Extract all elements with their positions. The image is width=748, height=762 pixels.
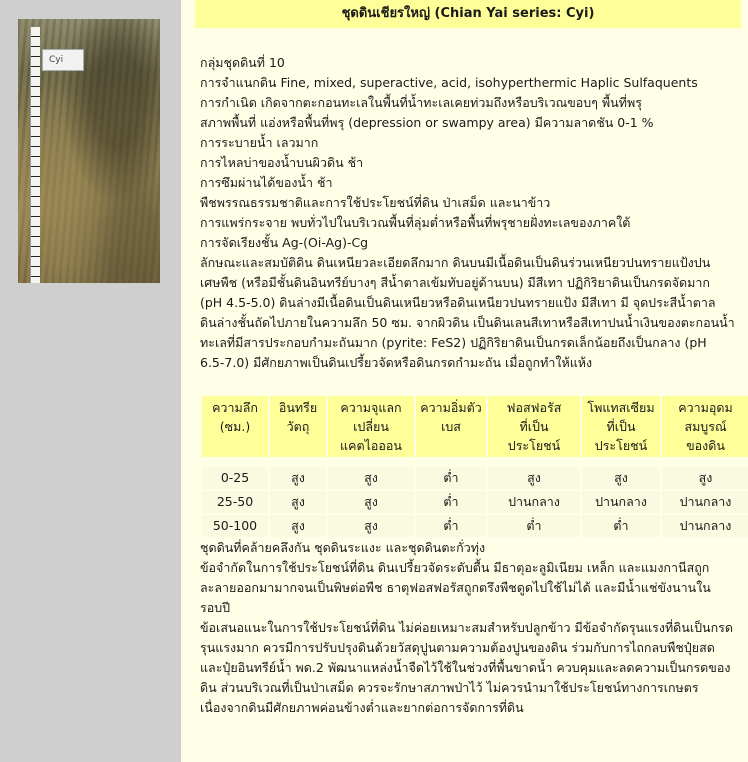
header-line: โพแทสเซียม <box>587 400 655 415</box>
header-line: อินทรีย <box>278 400 318 415</box>
text-line: ละลายออกมามากจนเป็นพิษต่อพืช ธาตุฟอสฟอรัสถูกตรึงพืชดูดไปใช้ไม่ได้ และมีน้ำแช่ขังนานใน <box>200 580 711 595</box>
text-line: และปุ๋ยอินทรีย์น้ำ พด.2 พัฒนาแหล่งน้ำจืดไว้ใช้ในช่วงที่พื้นขาดน้ำ ควบคุมและลดความเป็นกรดของ <box>200 660 731 675</box>
table-cell: ปานกลาง <box>582 491 660 513</box>
header-line: ความลึก <box>212 400 258 415</box>
table-header-cell <box>582 396 660 457</box>
text-line: พืชพรรณธรรมชาติและการใช้ประโยชน์ที่ดิน ป่าเสม็ด และนาข้าว <box>200 195 551 210</box>
text-line: กลุ่มชุดดินที่ 10 <box>200 55 285 70</box>
text-line: ข้อเสนอแนะในการใช้ประโยชน์ที่ดิน ไม่ค่อยเหมาะสมสำหรับปลูกข้าว มีข้อจำกัดรุนแรงที่ดินเป็นกรด <box>200 620 734 635</box>
text-line: การไหลบ่าของน้ำบนผิวดิน ช้า <box>200 155 364 170</box>
table-cell: 25-50 <box>202 491 268 513</box>
text-line: การจัดเรียงชั้น Ag-(Oi-Ag)-Cg <box>200 235 369 250</box>
text-line: ข้อจำกัดในการใช้ประโยชน์ที่ดิน ดินเปรี้ยวจัดระดับตื้น มีธาตุอะลูมิเนียม เหล็ก และแมงกานีสถูก <box>200 560 710 575</box>
table-row <box>202 467 748 489</box>
text-line: สภาพพื้นที่ แอ่งหรือพื้นที่พรุ (depression or swampy area) มีความลาดชัน 0-1 % <box>200 115 654 130</box>
text-line: 6.5-7.0) มีศักยภาพเป็นดินเปรี้ยวจัดหรือดินกรดกำมะถัน เมื่อถูกทำให้แห้ง <box>200 355 593 370</box>
table-body <box>202 459 748 537</box>
table-cell: ปานกลาง <box>488 491 580 513</box>
table-row <box>202 515 748 537</box>
table-header-cell <box>416 396 486 457</box>
header-line: สมบูรณ์ <box>684 419 727 434</box>
text-line: ดิน ส่วนบริเวณที่เป็นป่าเสม็ด ควรจะรักษาสภาพป่าไว้ ไม่ควรนำมาใช้ประโยชน์ทางการเกษตร <box>200 680 699 695</box>
table-header-cell <box>202 396 268 457</box>
header-line: เบส <box>441 419 461 434</box>
table-cell: ต่ำ <box>582 515 660 537</box>
header-line: ฟอสฟอรัส <box>506 400 562 415</box>
text-line: เศษพืช (หรือมีชั้นดินอินทรีย์บางๆ สีน้ำตาลเข้มทับอยู่ด้านบน) มีสีเทา ปฏิกิริยาดินเป็นกรดจัดมาก <box>200 275 710 290</box>
table-cell: สูง <box>328 515 414 537</box>
table-header-cell <box>328 396 414 457</box>
header-line: ที่เป็น <box>519 419 549 434</box>
table-cell: สูง <box>582 467 660 489</box>
text-line: เนื่องจากดินมีศักยภาพค่อนข้างต่ำและยากต่อการจัดการที่ดิน <box>200 700 524 715</box>
soil-profile-photo <box>18 19 160 283</box>
table-cell: สูง <box>328 467 414 489</box>
measuring-tape <box>30 27 40 283</box>
table-cell: ปานกลาง <box>662 515 748 537</box>
header-line: เปลี่ยน <box>353 419 389 434</box>
text-line: (pH 4.5-5.0) ดินล่างมีเนื้อดินเป็นดินเหนียวหรือดินเหนียวปนทรายแป้ง มีสีเทา มี จุดประสีน้ำตาล <box>200 295 716 310</box>
table-cell: ต่ำ <box>488 515 580 537</box>
table-cell: 0-25 <box>202 467 268 489</box>
table-cell: สูง <box>270 467 326 489</box>
header-line: ที่เป็นประโยชน์ <box>594 419 648 453</box>
table-cell: ต่ำ <box>416 491 486 513</box>
table-row <box>202 491 748 513</box>
text-line: รอบปี <box>200 600 231 615</box>
photo-label: Cyi <box>42 49 84 71</box>
text-line: การซึมผ่านได้ของน้ำ ช้า <box>200 175 333 190</box>
header-line: วัตถุ <box>286 419 310 434</box>
header-line: แคตไอออน <box>340 438 402 453</box>
table-cell: สูง <box>270 515 326 537</box>
text-line: การแพร่กระจาย พบทั่วไปในบริเวณพื้นที่ลุ่มต่ำหรือพื้นที่พรุชายฝั่งทะเลของภาคใต้ <box>200 215 631 230</box>
table-spacer-row <box>202 459 748 465</box>
page-title: ชุดดินเชียรใหญ่ (Chian Yai series: Cyi) <box>195 0 741 28</box>
table-header-cell <box>488 396 580 457</box>
text-line: ชุดดินที่คล้ายคลึงกัน ชุดดินระแงะ และชุดดินตะกั่วทุ่ง <box>200 540 486 555</box>
left-column <box>0 0 181 762</box>
soil-properties-table <box>200 394 748 539</box>
header-line: ความอุดม <box>678 400 733 415</box>
table-cell: สูง <box>270 491 326 513</box>
header-line: ความอิ่มตัว <box>420 400 482 415</box>
table-cell: ต่ำ <box>416 515 486 537</box>
table-cell: สูง <box>488 467 580 489</box>
text-line: การกำเนิด เกิดจากตะกอนทะเลในพื้นที่น้ำทะเลเคยท่วมถึงหรือบริเวณขอบๆ พื้นที่พรุ <box>200 95 642 110</box>
header-line: (ซม.) <box>219 419 251 434</box>
header-line: ประโยชน์ <box>507 438 561 453</box>
table-header-row <box>202 396 748 457</box>
table-cell: สูง <box>328 491 414 513</box>
table-cell: สูง <box>662 467 748 489</box>
outro-paragraph <box>200 538 748 718</box>
text-line: ลักษณะและสมบัติดิน ดินเหนียวละเอียดลึกมาก ดินบนมีเนื้อดินเป็นดินร่วนเหนียวปนทรายแป้งปน <box>200 255 711 270</box>
table-cell: ปานกลาง <box>662 491 748 513</box>
header-line: ของดิน <box>686 438 725 453</box>
header-line: ความจุแลก <box>340 400 402 415</box>
text-line: การจำแนกดิน Fine, mixed, superactive, acid, isohyperthermic Haplic Sulfaquents <box>200 75 698 90</box>
table-header-cell <box>270 396 326 457</box>
intro-paragraph <box>200 53 745 373</box>
text-line: ดินล่างชั้นถัดไปภายในความลึก 50 ซม. จากผิวดิน เป็นดินเลนสีเทาหรือสีเทาปนน้ำเงินของตะกอนน้ำ <box>200 315 735 330</box>
table-cell: 50-100 <box>202 515 268 537</box>
content-area <box>181 0 748 762</box>
text-line: การระบายน้ำ เลวมาก <box>200 135 319 150</box>
text-line: ทะเลที่มีสารประกอบกำมะถันมาก (pyrite: FeS2) ปฏิกิริยาดินเป็นกรดเล็กน้อยถึงเป็นกลาง (pH <box>200 335 707 350</box>
table-cell: ต่ำ <box>416 467 486 489</box>
table-header-cell <box>662 396 748 457</box>
text-line: รุนแรงมาก ควรมีการปรับปรุงดินด้วยวัสดุปูนตามความต้องปูนของดิน ร่วมกับการไถกลบพืชปุ๋ยสด <box>200 640 715 655</box>
